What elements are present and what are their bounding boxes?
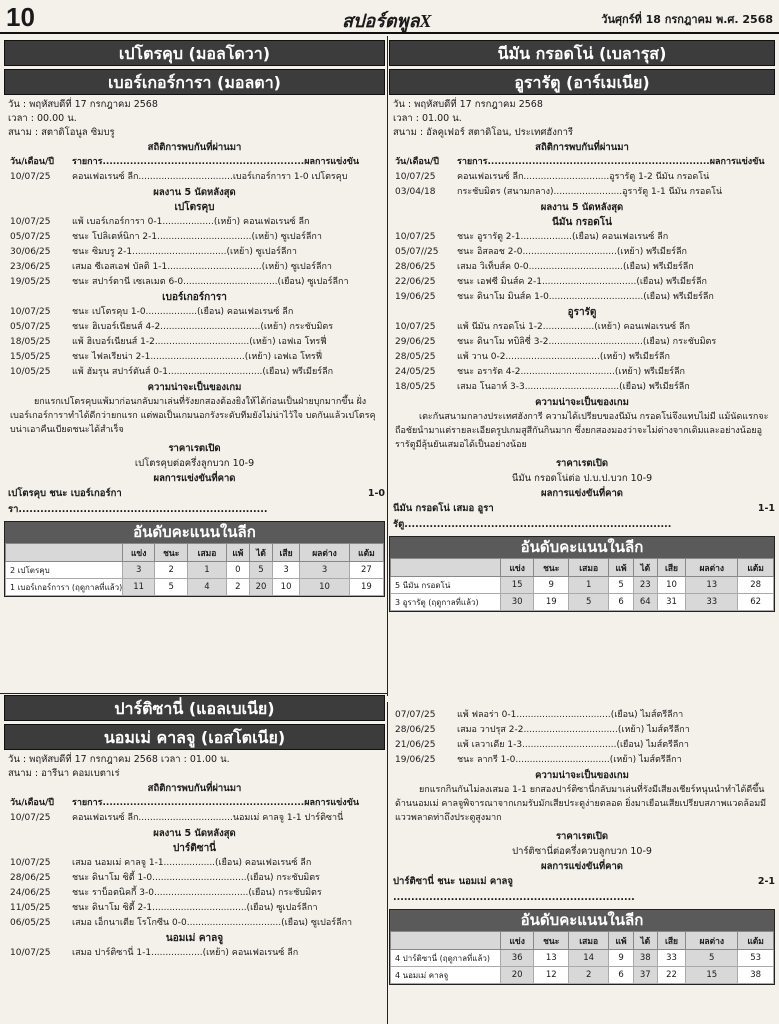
away-team-label: อูรารัตู [567, 307, 597, 318]
section-divider [0, 693, 388, 694]
stat-cell: 6 [609, 594, 634, 611]
match-date: 19/06/25 [395, 755, 436, 765]
list-item [4, 245, 385, 260]
match-result: เสมอ ซีเอสเอฟ บัลติ 1-1.................................(เหย้า) ซูเปอร์ลีกา [72, 262, 332, 272]
list-item [4, 901, 385, 916]
match-result: ชนะ โปลิเตห์นิกา 2-1.................................(เหย้า) ซูเปอร์ลีกา [72, 232, 322, 242]
stat-cell: 30 [501, 594, 534, 611]
match-result: ชนะ เอฟซี มินส์ค 2-1.................................(เยือน) พรีเมียร์ลีก [457, 277, 707, 287]
stat-cell: 28 [738, 577, 774, 594]
stat-cell: 9 [609, 950, 634, 967]
list-item [4, 811, 385, 826]
column-header: แต้ม [738, 932, 774, 950]
column-header: ได้ [633, 559, 657, 577]
match-section-continued [389, 708, 775, 985]
column-header: ผลต่าง [300, 544, 350, 562]
match-result: แพ้ วาน 0-2.................................(เหย้า) พรีเมียร์ลีก [457, 352, 670, 362]
stat-cell: 27 [349, 562, 383, 579]
rate-text: นีมัน กรอดโน่ต่อ ป.บ.ป.บวก 10-9 [511, 473, 653, 484]
stat-cell: 38 [738, 967, 774, 984]
match-date: 10/07/25 [10, 948, 51, 958]
match-date: 05/07//25 [395, 247, 439, 257]
rate-text: ปาร์ติซานี่ต่อครึ่งควบลูกบวก 10-9 [512, 846, 652, 857]
stat-cell: 3 [123, 562, 155, 579]
stat-cell: 64 [633, 594, 657, 611]
likely-title: ความน่าจะเป็นของเกม [535, 770, 629, 781]
list-item [4, 946, 385, 961]
prediction-text: ปาร์ติซานี่ ชนะ นอมเม่ คาลจู ................................................................... [393, 876, 635, 903]
stat-cell: 10 [300, 579, 350, 596]
h2h-header [4, 796, 385, 811]
match-result: ชนะ เปโตรคุบ 1-0..................(เยือน) คอนเฟอเรนซ์ ลีก [72, 307, 294, 317]
h2h-list [4, 811, 385, 826]
analysis-text: ยกแรกเปโตรคุบแพ้มาก่อนกลับมาเล่นที่รังยกสองต้องยิงให้ได้ก่อนเป็นฝ่ายบุกมากขึ้น ฝั่งเบอร์เกอร์การาทำได้ดีกว่ายกแรก แต่พอเป็นเกมนอกรังระดับทีมยังไม่น่าไว้ใจ บดกันแล้วเปโตรคุบน่าเอาคืนเบียดชนะได้สำเร็จ [10, 397, 376, 435]
match-date: 10/05/25 [10, 367, 51, 377]
match-result: แพ้ เลวาเดีย 1-3.................................(เยือน) ไมส์ตรีลีกา [457, 740, 689, 750]
list-item [4, 871, 385, 886]
match-date: 22/06/25 [395, 277, 436, 287]
column-header: ได้ [250, 544, 273, 562]
list-item [4, 350, 385, 365]
stat-cell: 4 [188, 579, 226, 596]
stat-cell: 33 [686, 594, 738, 611]
match-date: 23/06/25 [10, 262, 51, 272]
column-divider [387, 702, 388, 1024]
stat-cell: 20 [501, 967, 534, 984]
fixture-column-header: รายการ...........................................................ผลการแข่งขัน [72, 798, 359, 808]
home-team-label: ปาร์ติซานี่ [172, 843, 217, 854]
last5-title: ผลงาน 5 นัดหลังสุด [153, 187, 236, 198]
column-header: แข่ง [501, 932, 534, 950]
match-day: วัน : พฤหัสบดีที่ 17 กรกฎาคม 2568 เวลา : 01.00 น. [8, 754, 230, 765]
match-date: 10/07/25 [10, 217, 51, 227]
column-header: ได้ [633, 932, 657, 950]
stat-cell: 37 [633, 967, 657, 984]
home-team-banner: เปโตรคุบ (มอลโดวา) [4, 40, 385, 66]
list-item [4, 886, 385, 901]
list-item [389, 230, 775, 245]
match-date: 19/06/25 [395, 292, 436, 302]
prediction-score: 2-1 [757, 876, 775, 887]
match-day: วัน : พฤหัสบดีที่ 17 กรกฎาคม 2568 [393, 99, 543, 110]
list-item [389, 753, 775, 768]
stat-cell: 5 [686, 950, 738, 967]
home-team-label: เปโตรคุบ [174, 202, 215, 213]
date-column-header: วัน/เดือน/ปี [10, 798, 54, 808]
match-date: 19/05/25 [10, 277, 51, 287]
list-item [389, 350, 775, 365]
match-section [389, 40, 775, 612]
column-header: เสมอ [569, 559, 609, 577]
column-header: แต้ม [738, 559, 774, 577]
list-item [389, 365, 775, 380]
stat-cell: 5 [155, 579, 188, 596]
away-team-label: นอมเม่ คาลจู [165, 933, 224, 944]
h2h-list [389, 170, 775, 200]
list-item [389, 708, 775, 723]
column-header: เสีย [657, 932, 686, 950]
match-date: 07/07/25 [395, 710, 436, 720]
h2h-title: สถิติการพบกันที่ผ่านมา [147, 783, 242, 794]
home-team-banner: นีมัน กรอดโน่ (เบลารุส) [389, 40, 775, 66]
rate-title: ราคาเรตเปิด [555, 831, 609, 842]
stat-cell: 2 [155, 562, 188, 579]
match-result: ชนะ ฮิเบอร์เนียนส์ 4-2...................................(เหย้า) กระชับมิตร [72, 322, 334, 332]
match-result: ชนะ ซิมบรู 2-1.................................(เหย้า) ซูเปอร์ลีกา [72, 247, 297, 257]
match-result: ชนะ อรารัต 4-2.................................(เหย้า) พรีเมียร์ลีก [457, 367, 685, 377]
away-form-list-continued [389, 708, 775, 768]
h2h-header [389, 155, 775, 170]
predicted-title: ผลการแข่งขันที่คาด [541, 861, 623, 872]
match-result: แพ้ นีมัน กรอดโน่ 1-2..................(เหย้า) คอนเฟอเรนซ์ ลีก [457, 322, 690, 332]
likely-title: ความน่าจะเป็นของเกม [535, 397, 629, 408]
column-header: ผลต่าง [686, 559, 738, 577]
list-item [389, 245, 775, 260]
stat-cell: 15 [501, 577, 534, 594]
stat-cell: 10 [657, 577, 686, 594]
prediction [4, 486, 385, 518]
stat-cell: 11 [123, 579, 155, 596]
stat-cell: 20 [250, 579, 273, 596]
prediction [389, 501, 775, 533]
match-section [4, 40, 385, 597]
match-date: 24/06/25 [10, 888, 51, 898]
h2h-header [4, 155, 385, 170]
match-date: 29/06/25 [395, 337, 436, 347]
stat-cell: 33 [657, 950, 686, 967]
h2h-title: สถิติการพบกันที่ผ่านมา [147, 142, 242, 153]
stat-cell: 9 [534, 577, 569, 594]
list-item [389, 260, 775, 275]
column-header: แพ้ [226, 544, 249, 562]
column-header: เสมอ [188, 544, 226, 562]
stat-cell: 31 [657, 594, 686, 611]
match-time: เวลา : 01.00 น. [393, 113, 462, 124]
list-item [389, 290, 775, 305]
date-column-header: วัน/เดือน/ปี [395, 157, 439, 167]
match-result: ชนะ ดินาโม ทบิลิซี่ 3-2.................................(เยือน) กระชับมิตร [457, 337, 717, 347]
match-result: ชนะ ไฟลเรียน่า 2-1.................................(เหย้า) เอฟเอ โทรฟี่ [72, 352, 323, 362]
match-date: 28/05/25 [395, 352, 436, 362]
prediction [389, 874, 775, 906]
rate-text: เปโตรคุบต่อครึ่งลูกบวก 10-9 [134, 458, 255, 469]
match-date: 10/07/25 [395, 232, 436, 242]
list-item [389, 170, 775, 185]
list-item [4, 305, 385, 320]
match-date: 21/06/25 [395, 740, 436, 750]
column-header [391, 932, 501, 950]
list-item [4, 260, 385, 275]
away-form-list [389, 320, 775, 395]
stat-cell: 14 [569, 950, 609, 967]
fixture-column-header: รายการ...........................................................ผลการแข่งขัน [72, 157, 359, 167]
standings-table [4, 521, 385, 597]
match-result: เสมอ วาปรุส 2-2.................................(เหย้า) ไมส์ตรีลีกา [457, 725, 690, 735]
team-cell: 4 ปาร์ติซานี่ (ฤดูกาลที่แล้ว) [391, 950, 501, 967]
match-result: เสมอ เอ็กนาเตีย โรโกซีน 0-0.................................(เยือน) ซูเปอร์ลีกา [72, 918, 353, 928]
home-team-banner: ปาร์ติซานี่ (แอลเบเนีย) [4, 695, 385, 721]
home-form-list [4, 856, 385, 931]
stat-cell: 0 [226, 562, 249, 579]
table-header-row [6, 544, 384, 562]
match-date: 03/04/18 [395, 187, 436, 197]
match-date: 06/05/25 [10, 918, 51, 928]
column-header: แข่ง [501, 559, 534, 577]
match-date: 10/07/25 [10, 307, 51, 317]
stat-cell: 62 [738, 594, 774, 611]
match-date: 10/07/25 [10, 813, 51, 823]
table-row [391, 594, 774, 611]
list-item [389, 380, 775, 395]
column-header: ผลต่าง [686, 932, 738, 950]
page-number: 10 [6, 2, 35, 32]
date-column-header: วัน/เดือน/ปี [10, 157, 54, 167]
column-header: แข่ง [123, 544, 155, 562]
predicted-title: ผลการแข่งขันที่คาด [541, 488, 623, 499]
stat-cell: 6 [609, 967, 634, 984]
column-header: เสีย [272, 544, 299, 562]
match-venue: สนาม : สตาดิโอนูล ซิมบรู [8, 127, 115, 138]
h2h-title: สถิติการพบกันที่ผ่านมา [535, 142, 629, 153]
stat-cell: 3 [300, 562, 350, 579]
stat-cell: 12 [534, 967, 569, 984]
match-result: กระชับมิตร (สนามกลาง)........................อูรารัตู 1-1 นีมัน กรอดโน่ [457, 187, 723, 197]
away-team-banner: นอมเม่ คาลจู (เอสโตเนีย) [4, 724, 385, 750]
stat-cell: 36 [501, 950, 534, 967]
stat-cell: 22 [657, 967, 686, 984]
team-cell: 5 นีมัน กรอดโน่ [391, 577, 501, 594]
rate-title: ราคาเรตเปิด [555, 458, 609, 469]
home-form-list [4, 215, 385, 290]
match-result: เสมอ ปาร์ติซานี่ 1-1..................(เหย้า) คอนเฟอเรนซ์ ลีก [72, 948, 299, 958]
list-item [389, 335, 775, 350]
fixture-column-header: รายการ.................................................................ผลการแข่งขัน [457, 157, 765, 167]
brand-logo: สปอร์ตพูลX [342, 11, 432, 31]
list-item [389, 275, 775, 290]
match-date: 05/07/25 [10, 322, 51, 332]
away-team-banner: อูรารัตู (อาร์เมเนีย) [389, 69, 775, 95]
match-date: 10/07/25 [395, 322, 436, 332]
match-result: แพ้ ฟลอร่า 0-1.................................(เยือน) ไมส์ตรีลีกา [457, 710, 684, 720]
match-date: 10/07/25 [395, 172, 436, 182]
list-item [389, 723, 775, 738]
home-team-label: นีมัน กรอดโน่ [552, 217, 612, 228]
table-row [391, 950, 774, 967]
table-row [6, 562, 384, 579]
standings-table [389, 536, 775, 612]
match-result: ชนะ อิสลอช 2-0.................................(เหย้า) พรีเมียร์ลีก [457, 247, 687, 257]
team-cell: 1 เบอร์เกอร์การา (ฤดูกาลที่แล้ว) [6, 579, 123, 596]
column-header: เสมอ [569, 932, 609, 950]
stat-cell: 10 [272, 579, 299, 596]
list-item [4, 365, 385, 380]
match-section [4, 695, 385, 961]
stat-cell: 3 [272, 562, 299, 579]
stat-cell: 5 [569, 594, 609, 611]
column-header: แต้ม [349, 544, 383, 562]
match-result: ชนะ ดินาโม ซิตี้ 2-1.................................(เยือน) ซูเปอร์ลีกา [72, 903, 318, 913]
column-header: เสีย [657, 559, 686, 577]
match-date: 28/06/25 [10, 873, 51, 883]
match-result: ชนะ อูรารัตู 2-1..................(เยือน) คอนเฟอเรนซ์ ลีก [457, 232, 669, 242]
rate-title: ราคาเรตเปิด [168, 443, 221, 454]
column-header: ชนะ [534, 932, 569, 950]
match-result: เสมอ วิเท็บส์ค 0-0.................................(เยือน) พรีเมียร์ลีก [457, 262, 694, 272]
match-date: 05/07/25 [10, 232, 51, 242]
table-row [391, 967, 774, 984]
match-date: 15/05/25 [10, 352, 51, 362]
analysis-text: เตะกันสนามกลางประเทศฮังการี ความได้เปรียบของนีมัน กรอดโน่จึงแทบไม่มี แม้นัดแรกจะถือชัยนำมาแต่รายละเอียดรูปเกมสูสีกันกินมาก ซึ่งยกสองมองว่าจะไม่ต่างจากเดิมและอย่างน้อยอูรารัตูมีลุ้นยันเสมอได้เป็นอย่างน้อย [395, 412, 769, 450]
table-header-row [391, 559, 774, 577]
away-form-list [4, 305, 385, 380]
prediction-text: เปโตรคุบ ชนะ เบอร์เกอร์การา..................................................................... [8, 488, 268, 515]
match-date: 18/05/25 [395, 382, 436, 392]
stat-cell: 1 [188, 562, 226, 579]
match-day: วัน : พฤหัสบดีที่ 17 กรกฎาคม 2568 [8, 99, 158, 110]
standings-table [389, 909, 775, 985]
table-row [6, 579, 384, 596]
list-item [389, 185, 775, 200]
match-result: ชนะ ดินาโม ซิตี้ 1-0.................................(เยือน) กระชับมิตร [72, 873, 320, 883]
last5-title: ผลงาน 5 นัดหลังสุด [153, 828, 236, 839]
team-cell: 3 อูรารัตู (ฤดูกาลที่แล้ว) [391, 594, 501, 611]
prediction-score: 1-1 [757, 503, 775, 514]
stat-cell: 13 [686, 577, 738, 594]
match-result: แพ้ เบอร์เกอร์การา 0-1..................(เหย้า) คอนเฟอเรนซ์ ลีก [72, 217, 310, 227]
list-item [4, 320, 385, 335]
stat-cell: 2 [569, 967, 609, 984]
stat-cell: 2 [226, 579, 249, 596]
column-header: ชนะ [155, 544, 188, 562]
column-header [6, 544, 123, 562]
home-form-list [389, 230, 775, 305]
table-header-row [391, 932, 774, 950]
standings-title: อันดับคะแนนในลีก [5, 522, 384, 543]
column-header: ชนะ [534, 559, 569, 577]
list-item [4, 335, 385, 350]
team-cell: 2 เปโตรคุบ [6, 562, 123, 579]
stat-cell: 38 [633, 950, 657, 967]
column-divider [387, 36, 388, 696]
match-date: 24/05/25 [395, 367, 436, 377]
prediction-text: นีมัน กรอดโน่ เสมอ อูรารัตู.......................................................................... [393, 503, 672, 530]
stat-cell: 23 [633, 577, 657, 594]
column-header [391, 559, 501, 577]
match-result: ชนะ ราบ็อตนิคกี้ 3-0.................................(เยือน) กระชับมิตร [72, 888, 322, 898]
column-header: แพ้ [609, 559, 634, 577]
table-row [391, 577, 774, 594]
match-date: 28/06/25 [395, 262, 436, 272]
match-result: เสมอ นอมเม่ คาลจู 1-1..................(เยือน) คอนเฟอเรนซ์ ลีก [72, 858, 312, 868]
match-date: 10/07/25 [10, 172, 51, 182]
stat-cell: 15 [686, 967, 738, 984]
stat-cell: 19 [349, 579, 383, 596]
away-form-list [4, 946, 385, 961]
likely-title: ความน่าจะเป็นของเกม [147, 382, 242, 393]
match-venue: สนาม : อัลคูเฟอร์ สตาดิโอน, ประเทศฮังการี [393, 127, 574, 138]
list-item [389, 738, 775, 753]
standings-title: อันดับคะแนนในลีก [390, 537, 774, 558]
match-result: คอนเฟอเรนซ์ ลีก..............................อูรารัตู 1-2 นีมัน กรอดโน่ [457, 172, 710, 182]
match-result: คอนเฟอเรนซ์ ลีก.................................เบอร์เกอร์การา 1-0 เปโตรคุบ [72, 172, 348, 182]
match-result: แพ้ ฮัมรุน สปาร์ตันส์ 0-1.................................(เยือน) พรีเมียร์ลีก [72, 367, 334, 377]
match-venue: สนาม : อารีนา คอมเบตาเร่ [8, 768, 120, 779]
list-item [4, 230, 385, 245]
stat-cell: 5 [250, 562, 273, 579]
stat-cell: 1 [569, 577, 609, 594]
list-item [4, 275, 385, 290]
analysis-text: ยกแรกกินกันไม่ลงเสมอ 1-1 ยกสองปาร์ติซานี่กลับมาเล่นที่รังมีเสียงเชียร์หนุนนำทำได้ดีขึ้น ด้านนอมเม่ คาลจูพิจารณาจากเกมรับมักเสียประตูง่ายตลอด ยิ่งมาเยือนเสียเปรียบสภาพแวดล้อมมีแววพลาดท่าถึงประตูสูงมาก [395, 785, 767, 823]
list-item [4, 856, 385, 871]
match-date: 30/06/25 [10, 247, 51, 257]
stat-cell: 19 [534, 594, 569, 611]
match-result: ชนะ ลากรี 1-0.................................(เหย้า) ไมส์ตรีลีกา [457, 755, 682, 765]
last5-title: ผลงาน 5 นัดหลังสุด [540, 202, 624, 213]
stat-cell: 13 [534, 950, 569, 967]
match-date: 10/07/25 [10, 858, 51, 868]
page-date: วันศุกร์ที่ 18 กรกฎาคม พ.ศ. 2568 [601, 13, 773, 26]
match-date: 28/06/25 [395, 725, 436, 735]
match-date: 11/05/25 [10, 903, 51, 913]
list-item [389, 320, 775, 335]
list-item [4, 916, 385, 931]
match-date: 18/05/25 [10, 337, 51, 347]
match-result: ชนะ ดินาโม มินส์ค 1-0.................................(เยือน) พรีเมียร์ลีก [457, 292, 714, 302]
list-item [4, 170, 385, 185]
match-result: คอนเฟอเรนซ์ ลีก.................................นอมเม่ คาลจู 1-1 ปาร์ติซานี่ [72, 813, 344, 823]
match-result: เสมอ โนอาห์ 3-3.................................(เยือน) พรีเมียร์ลีก [457, 382, 690, 392]
away-team-banner: เบอร์เกอร์การา (มอลตา) [4, 69, 385, 95]
prediction-score: 1-0 [367, 488, 385, 499]
match-result: แพ้ ฮิเบอร์เนียนส์ 1-2.................................(เหย้า) เอฟเอ โทรฟี่ [72, 337, 327, 347]
stat-cell: 5 [609, 577, 634, 594]
match-time: เวลา : 00.00 น. [8, 113, 77, 124]
stat-cell: 53 [738, 950, 774, 967]
match-result: ชนะ สปาร์ตานี เซเลเมต 6-0.................................(เยือน) ซูเปอร์ลีกา [72, 277, 349, 287]
page-header [0, 0, 779, 34]
column-header: แพ้ [609, 932, 634, 950]
h2h-list [4, 170, 385, 185]
standings-title: อันดับคะแนนในลีก [390, 910, 774, 931]
list-item [4, 215, 385, 230]
away-team-label: เบอร์เกอร์การา [162, 292, 227, 303]
team-cell: 4 นอมเม่ คาลจู [391, 967, 501, 984]
predicted-title: ผลการแข่งขันที่คาด [153, 473, 236, 484]
